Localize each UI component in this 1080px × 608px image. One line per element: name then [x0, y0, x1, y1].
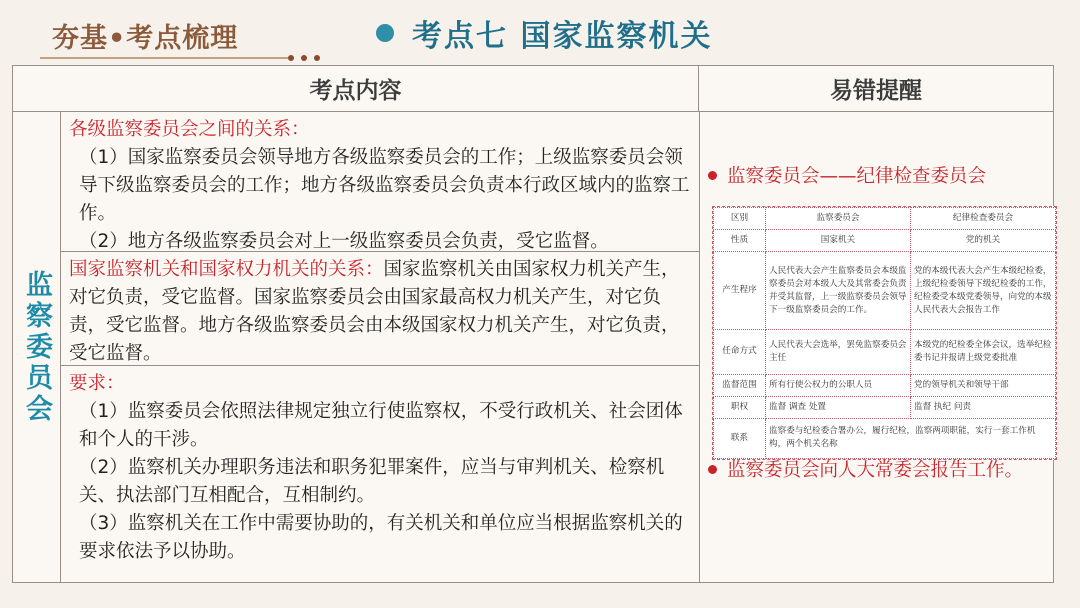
side-label: 监察委员会	[21, 269, 52, 425]
brand-underline	[40, 57, 288, 59]
section1-item2: （2）地方各级监察委员会对上一级监察委员会负责，受它监督。	[79, 231, 609, 252]
comparison-cell: 人民代表大会产生监察委员会本级监察委员会对本级人大及其常委会负责并受其监督，上一级监察委员会领导下一级监察委员会的工作。	[766, 252, 911, 330]
tip-bullet-1	[708, 162, 986, 188]
comparison-cell: 监督范围	[714, 374, 766, 396]
brand-dots-decoration	[288, 52, 328, 64]
column-header-tips: 易错提醒	[699, 66, 1053, 112]
comparison-cell: 性质	[714, 230, 766, 252]
section-requirements	[61, 366, 699, 582]
section1-heading: 各级监察委员会之间的关系：	[69, 119, 310, 140]
bullet-dot-icon	[708, 465, 717, 474]
side-label-cell	[13, 112, 61, 582]
comparison-cell: 党的领导机关和领导干部	[911, 374, 1056, 396]
comparison-cell: 党的本级代表大会产生本级纪检委，上级纪检委领导下级纪检委的工作，纪检委受本级党委领导，向党的本级人民代表大会报告工作	[911, 252, 1056, 330]
comparison-cell: 人民代表大会选举，罢免监察委员会主任	[766, 330, 911, 374]
section3-heading: 要求：	[69, 373, 125, 394]
comparison-row	[714, 330, 1056, 374]
comparison-cell: 联系	[714, 418, 766, 458]
comparison-cell: 监督 调查 处置	[766, 396, 911, 418]
comparison-row	[714, 252, 1056, 330]
section3-item3: （3）监察机关在工作中需要协助的，有关机关和单位应当根据监察机关的要求依法予以协助。	[79, 513, 683, 562]
section2-body: 国家监察机关由国家权力机关产生，对它负责，受它监督。国家监察委员会由国家最高权力机关产生，对它负责，受它监督。地方各级监察委员会由本级国家权力机关产生，对它负责，受它监督。	[69, 259, 680, 364]
bullet-dot-icon	[708, 171, 717, 180]
comparison-row	[714, 418, 1056, 458]
column-header-content: 考点内容	[13, 66, 699, 112]
section1-item1: （1）国家监察委员会领导地方各级监察委员会的工作；上级监察委员会领导下级监察委员会的工作；地方各级监察委员会负责本行政区域内的监察工作。	[79, 147, 690, 224]
comparison-cell: 国家机关	[766, 230, 911, 252]
comparison-cell: 本级党的纪检委全体会议，选举纪检委书记并报请上级党委批准	[911, 330, 1056, 374]
page-title: 考点七 国家监察机关	[412, 19, 713, 54]
comparison-header-cell: 区别	[714, 208, 766, 230]
section2-heading: 国家监察机关和国家权力机关的关系：	[69, 259, 384, 280]
section3-item1: （1）监察委员会依照法律规定独立行使监察权，不受行政机关、社会团体和个人的干涉。	[79, 401, 683, 450]
comparison-cell: 党的机关	[911, 230, 1056, 252]
section-level-relations	[61, 112, 699, 252]
comparison-cell: 职权	[714, 396, 766, 418]
comparison-cell: 所有行使公权力的公职人员	[766, 374, 911, 396]
tip-bullet-2	[708, 456, 1023, 482]
section-power-relations	[61, 252, 699, 366]
comparison-cell: 监察委与纪检委合署办公，履行纪检，监察两项职能，实行一套工作机构，两个机关名称	[766, 418, 1056, 458]
title-bullet-icon	[376, 24, 394, 42]
comparison-row	[714, 374, 1056, 396]
brand-title: 夯基•考点梳理	[52, 23, 239, 54]
comparison-row	[714, 396, 1056, 418]
tip-text-2: 监察委员会向人大常委会报告工作。	[727, 460, 1024, 481]
comparison-table	[712, 206, 1057, 460]
comparison-header-cell: 纪律检查委员会	[911, 208, 1056, 230]
comparison-header-cell: 监察委员会	[766, 208, 911, 230]
tip-text-1: 监察委员会——纪律检查委员会	[727, 166, 987, 187]
comparison-cell: 产生程序	[714, 252, 766, 330]
page-title-group	[376, 10, 796, 56]
section3-item2: （2）监察机关办理职务违法和职务犯罪案件，应当与审判机关、检察机关、执法部门互相配合，互相制约。	[79, 457, 665, 506]
comparison-cell: 任命方式	[714, 330, 766, 374]
comparison-cell: 监督 执纪 问责	[911, 396, 1056, 418]
comparison-header-row	[714, 208, 1056, 230]
comparison-row	[714, 230, 1056, 252]
